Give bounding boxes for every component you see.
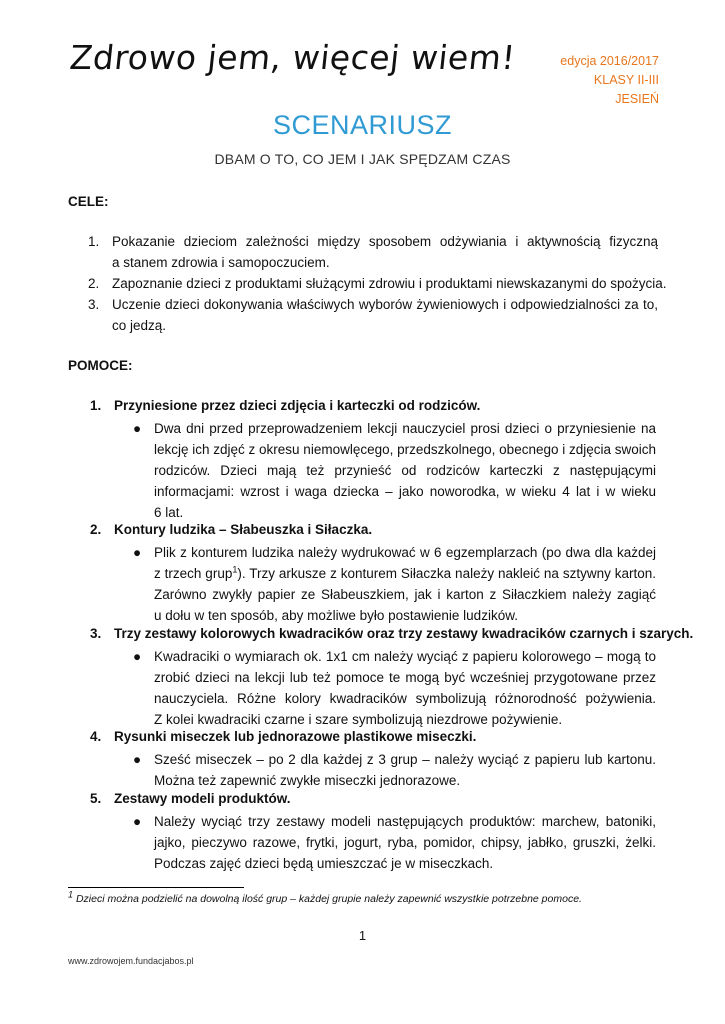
aid-item-heading: 4. Rysunki miseczek lub jednorazowe plastikowe miseczki. — [90, 729, 477, 744]
aid-item-heading: 1. Przyniesione przez dzieci zdjęcia i karteczki od rodziców. — [90, 398, 481, 413]
footnote-divider — [68, 887, 244, 888]
edition-season: JESIEŃ — [615, 92, 659, 106]
page-subtitle: DBAM O TO, CO JEM I JAK SPĘDZAM CZAS — [214, 151, 511, 167]
edition-info — [560, 52, 659, 109]
goals-list — [88, 231, 667, 336]
goals-heading: CELE: — [68, 194, 109, 209]
footnote — [68, 889, 582, 905]
aid-item-heading: 5. Zestawy modeli produktów. — [90, 791, 291, 806]
aid-item-description: ● Plik z konturem ludzika należy wydrukować w 6 egzemplarzach (po dwa dla każdej z trzech grup$^1$). Trzy arkusze z konturem Siłaczka należy nakleić na sztywny karton. Zarówno zwykły papier ze Słabeuszkiem, jak i karton z Siłaczkiem należy zagiąć u dołu w ten sposób, aby możliwe było postawienie ludzików. — [154, 542, 656, 626]
goal-item: 2. Zapoznanie dzieci z produktami służącymi zdrowiu i produktami niewskazanymi do spożycia. — [88, 276, 667, 291]
footnote-ref: 1 — [232, 564, 238, 575]
footnote-marker: 1 — [68, 889, 74, 900]
bullet-icon: ● — [133, 421, 142, 436]
goal-item: 3. Uczenie dzieci dokonywania właściwych wyborów żywieniowych i odpowiedzialności za to, co jedzą. — [88, 297, 658, 333]
aid-item-heading: 3. Trzy zestawy kolorowych kwadracików oraz trzy zestawy kwadracików czarnych i szarych. — [90, 626, 694, 641]
goal-item: 1. Pokazanie dzieciom zależności między sposobem odżywiania i aktywnością fizyczną a stanem zdrowia i samopoczuciem. — [88, 234, 658, 270]
bullet-icon: ● — [133, 649, 142, 664]
footnote-text: Dzieci można podzielić na dowolną ilość grup – każdej grupie należy zapewnić wszystkie potrzebne pomoce. — [75, 893, 582, 905]
aid-item-description: ● Należy wyciąć trzy zestawy modeli następujących produktów: marchew, batoniki, jajko, pieczywo razowe, frytki, jogurt, ryba, pomidor, chipsy, jabłko, gruszki, żelki. Podczas zajęć dzieci będą umieszczać je w miseczkach. — [154, 811, 656, 874]
website-url: www.zdrowojem.fundacjabos.pl — [68, 956, 194, 966]
aids-heading: POMOCE: — [68, 358, 133, 373]
aid-item-heading: 2. Kontury ludzika – Słabeuszka i Siłaczka. — [90, 522, 373, 537]
page-number: 1 — [358, 928, 367, 943]
aid-item-description: ● Dwa dni przed przeprowadzeniem lekcji nauczyciel prosi dzieci o przyniesienie na lekcję ich zdjęć z okresu niemowlęcego, przedszkolnego, obecnego i zdjęcia swoich rodziców. Dzieci mają też przynieść od rodziców karteczki z następującymi informacjami: wzrost i waga dziecka – jako noworodka, w wieku 4 lat i w wieku 6 lat. — [154, 418, 656, 523]
aid-item-description: ● Sześć miseczek – po 2 dla każdej z 3 grup – należy wyciąć z papieru lub kartonu. Można też zapewnić zwykłe miseczki jednorazowe. — [154, 749, 656, 791]
bullet-icon: ● — [133, 814, 142, 829]
bullet-icon: ● — [133, 545, 142, 560]
edition-classes: KLASY II-III — [593, 73, 659, 87]
aid-item-description: ● Kwadraciki o wymiarach ok. 1x1 cm należy wyciąć z papieru kolorowego – mogą to zrobić dzieci na lekcji lub też pomoce te mogą być wcześniej przygotowane przez nauczyciela. Różne kolory kwadracików symbolizują różnorodność pożywienia. Z kolei kwadraciki czarne i szare symbolizują niezdrowe pożywienie. — [154, 646, 656, 730]
bullet-icon: ● — [133, 752, 142, 767]
page-title: SCENARIUSZ — [272, 110, 453, 140]
logo: Zdrowo jem, więcej wiem! — [67, 38, 518, 77]
edition-year: edycja 2016/2017 — [560, 54, 659, 68]
